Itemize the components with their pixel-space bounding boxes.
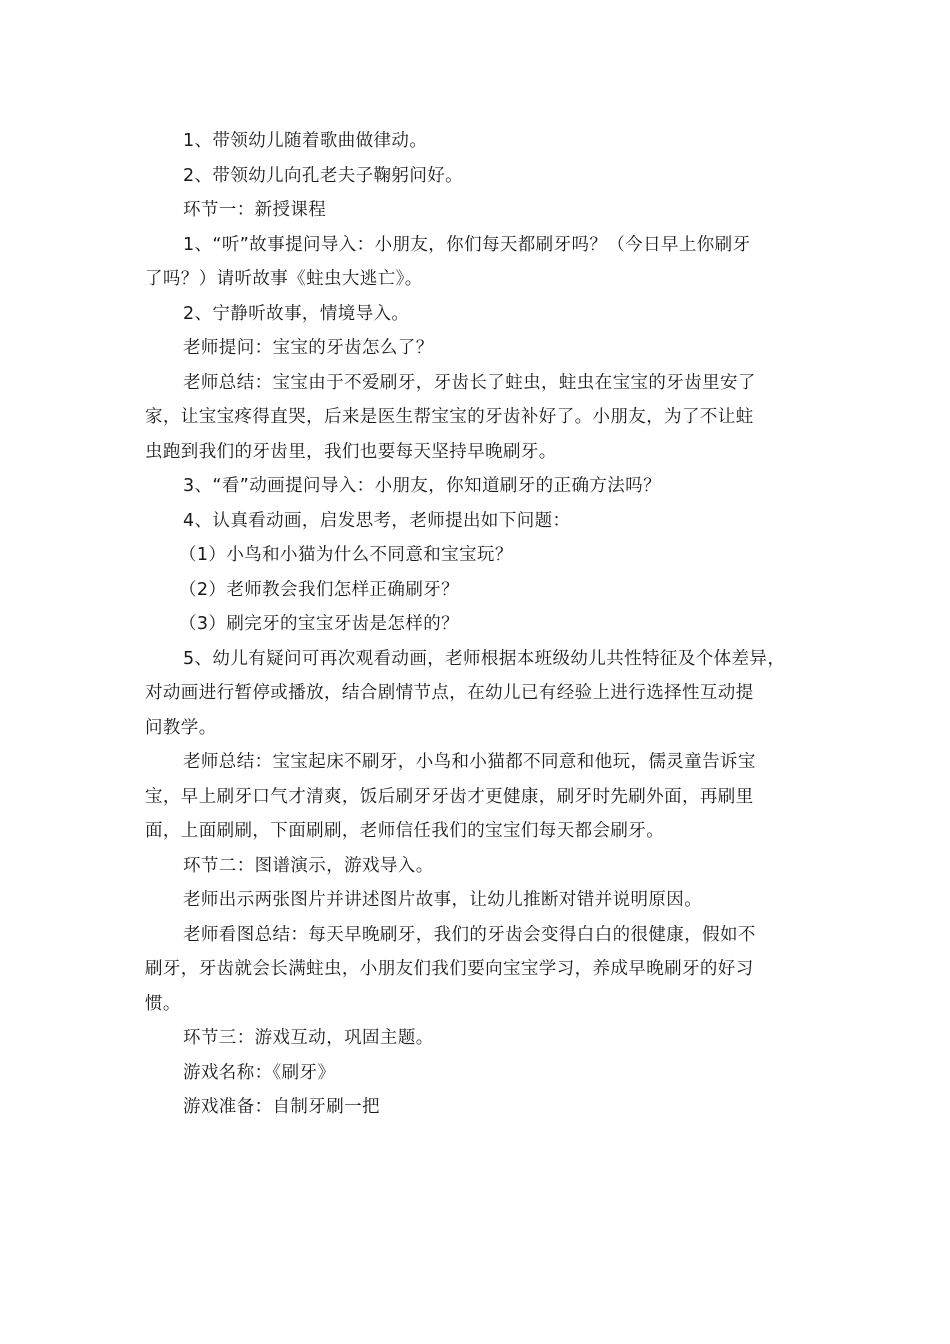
text-line: 老师总结：宝宝由于不爱刷牙，牙齿长了蛀虫，蛀虫在宝宝的牙齿里安了 bbox=[183, 372, 756, 393]
text-line: 环节一：新授课程 bbox=[183, 200, 327, 220]
text-line: 4、认真看动画，启发思考，老师提出如下问题： bbox=[183, 510, 571, 531]
text-line: 2、宁静听故事，情境导入。 bbox=[183, 303, 410, 324]
text-line: 2、带领幼儿向孔老夫子鞠躬问好。 bbox=[183, 165, 464, 186]
text-line: 3、“看”动画提问导入：小朋友，你知道刷牙的正确方法吗？ bbox=[183, 476, 661, 496]
document-body bbox=[145, 124, 825, 1125]
text-line: 宝，早上刷牙口气才清爽，饭后刷牙牙齿才更健康，刷牙时先刷外面，再刷里 bbox=[145, 786, 754, 807]
text-line: 惯。 bbox=[145, 993, 181, 1014]
text-line: 老师看图总结：每天早晚刷牙，我们的牙齿会变得白白的很健康，假如不 bbox=[183, 924, 756, 945]
text-line: 环节三：游戏互动，巩固主题。 bbox=[183, 1028, 434, 1048]
text-line: 游戏准备：自制牙刷一把 bbox=[183, 1097, 380, 1117]
text-line: 1、“听”故事提问导入：小朋友，你们每天都刷牙吗？（今日早上你刷牙 bbox=[183, 234, 751, 255]
text-line: 面，上面刷刷，下面刷刷，老师信任我们的宝宝们每天都会刷牙。 bbox=[145, 821, 665, 841]
text-line: 老师出示两张图片并讲述图片故事，让幼儿推断对错并说明原因。 bbox=[183, 890, 703, 910]
text-line: 1、带领幼儿随着歌曲做律动。 bbox=[183, 131, 428, 151]
text-line: 老师提问：宝宝的牙齿怎么了？ bbox=[183, 338, 434, 358]
text-line: 问教学。 bbox=[145, 717, 217, 738]
text-line: （1）小鸟和小猫为什么不同意和宝宝玩？ bbox=[179, 545, 513, 565]
text-line: （2）老师教会我们怎样正确刷牙？ bbox=[179, 579, 460, 600]
text-line: 对动画进行暂停或播放，结合剧情节点，在幼儿已有经验上进行选择性互动提 bbox=[145, 683, 754, 703]
text-line: 了吗？）请听故事《蛀虫大逃亡》。 bbox=[145, 269, 423, 289]
text-line: 刷牙，牙齿就会长满蛀虫，小朋友们我们要向宝宝学习，养成早晚刷牙的好习 bbox=[145, 959, 754, 979]
text-line: 虫跑到我们的牙齿里，我们也要每天坚持早晚刷牙。 bbox=[145, 441, 557, 462]
text-line: 家，让宝宝疼得直哭，后来是医生帮宝宝的牙齿补好了。小朋友，为了不让蛀 bbox=[145, 407, 754, 427]
text-line: （3）刷完牙的宝宝牙齿是怎样的？ bbox=[179, 614, 460, 634]
text-line: 老师总结：宝宝起床不刷牙，小鸟和小猫都不同意和他玩，儒灵童告诉宝 bbox=[183, 752, 756, 772]
text-line: 环节二：图谱演示，游戏导入。 bbox=[183, 855, 434, 876]
text-line: 游戏名称：《刷牙》 bbox=[183, 1062, 336, 1083]
text-line: 5、幼儿有疑问可再次观看动画，老师根据本班级幼儿共性特征及个体差异， bbox=[183, 648, 786, 669]
